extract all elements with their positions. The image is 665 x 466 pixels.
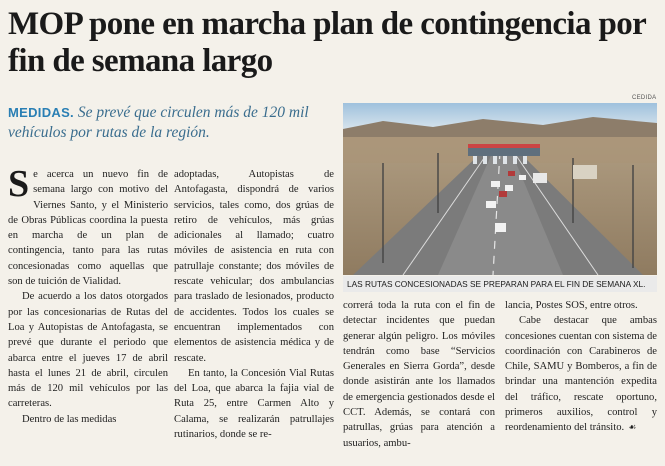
lead-text: Se prevé que circulen más de 120 mil vehículos por rutas de la región.: [8, 104, 309, 141]
article-column-4: [505, 298, 657, 437]
photo-credit: CEDIDA: [632, 95, 657, 101]
article-column-3: [343, 298, 495, 451]
paragraph: Dentro de las medidas: [22, 413, 117, 425]
paragraph: [505, 313, 657, 436]
paragraph: lancia, Postes SOS, entre otros.: [505, 300, 638, 311]
section-kicker: MEDIDAS.: [8, 105, 74, 120]
highway-illustration: [343, 103, 657, 275]
article-column-1: [8, 163, 168, 427]
paragraph: De acuerdo a los datos otorgados por las concesionarias de Rutas del Loa y Autopistas de Antofagasta, se prevé que durante el periodo que abarca entre el jueves 17 de abril hasta el lunes 21 de abril, circulen más de 120 mil vehículos por las carreteras.: [8, 291, 168, 410]
paragraph-text: e acerca un nuevo fin de semana largo con motivo del Viernes Santo, y el Ministerio de Obras Públicas coordina la puesta en marcha de un plan de contingencia, tanto para las rutas concesionadas como aquellas que son de tuición de Vialidad.: [8, 169, 168, 288]
drop-cap: S: [8, 163, 30, 205]
article-column-2: [174, 167, 334, 442]
headline: MOP pone en marcha plan de contingencia por fin de semana largo: [8, 6, 646, 79]
paragraph: [8, 163, 168, 289]
paragraph: adoptadas, Autopistas de Antofagasta, dispondrá de varios servicios, tales como, dos grúas de retiro de vehículos, más grúas adicionales al llamado; cuatro móviles de asistencia en ruta con patrullaje constante; dos móviles de rescate vehicular; dos ambulancias para traslado de lesionados, producto de accidentes. Todos los cuales se encuentran implementados con elementos de asistencia médica y de rescate.: [174, 169, 334, 364]
end-mark-icon: ☙: [628, 423, 637, 434]
photo-caption: LAS RUTAS CONCESIONADAS SE PREPARAN PARA EL FIN DE SEMANA XL.: [343, 276, 657, 292]
toll-plaza-photo: [343, 103, 657, 275]
paragraph: correrá toda la ruta con el fin de detectar incidentes que puedan generar algún peligro. Los móviles tendrán como base “Servicios Generales en Sierra Gorda”, desde donde asistirán ante los llamados de emergencia gestionados desde el CCT. Además, se contará con patrullas, grúas para atención a usuarios, ambu-: [343, 300, 495, 449]
paragraph-text: Cabe destacar que ambas concesiones cuentan con sistema de coordinación con Carabineros de Chile, SAMU y Bomberos, a fin de brindar una mantención expedita del tráfico, rescate oportuno, primeros auxilios, control y reordenamiento del tránsito.: [505, 315, 657, 434]
paragraph: En tanto, la Concesión Vial Rutas del Loa, que abarca la fajia vial de Ruta 25, entre Carmen Alto y Calama, se realizarán patrullajes rutinarios, donde se re-: [174, 367, 334, 441]
lead-deck: [8, 103, 338, 143]
